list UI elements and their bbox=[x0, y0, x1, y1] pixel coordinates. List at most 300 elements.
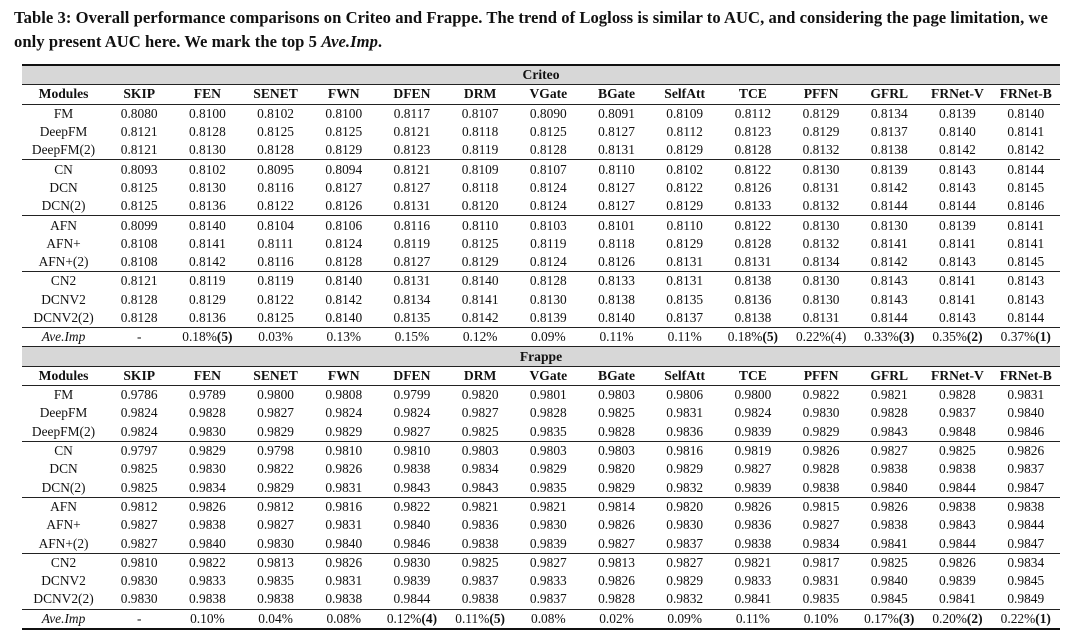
table-cell: 0.8142 bbox=[461, 310, 499, 325]
table-cell: 0.8129 bbox=[461, 254, 499, 270]
table-cell: 0.8110 bbox=[651, 216, 719, 235]
table-cell: 0.8120 bbox=[461, 198, 499, 214]
table-cell: 0.8119 bbox=[241, 272, 309, 291]
table-cell: 0.8110 bbox=[582, 160, 650, 179]
table-row bbox=[22, 309, 1060, 328]
table-cell: 0.8122 bbox=[257, 198, 294, 214]
table-cell: 0.8123 bbox=[393, 142, 431, 158]
table-cell: 0.9831 bbox=[666, 405, 704, 421]
table-cell: 0.9808 bbox=[325, 387, 363, 403]
table-cell: 0.8140 bbox=[310, 272, 378, 291]
table-cell: 0.8107 bbox=[514, 160, 582, 179]
table-cell: 0.8132 bbox=[802, 142, 840, 158]
average-cell bbox=[719, 328, 787, 347]
column-header: FEN bbox=[173, 85, 241, 104]
table-cell: 0.8138 bbox=[719, 272, 787, 291]
table-cell: 0.8144 bbox=[870, 310, 908, 325]
row-label: AFN+(2) bbox=[38, 254, 89, 270]
rank-marker: (5) bbox=[762, 329, 778, 345]
table-row bbox=[22, 272, 1060, 291]
table-cell: 0.8102 bbox=[173, 160, 241, 179]
row-label: AFN+ bbox=[46, 235, 81, 251]
table-cell: 0.8143 bbox=[939, 254, 976, 270]
section-header-row bbox=[22, 347, 1060, 366]
column-header: SelfAtt bbox=[651, 85, 719, 104]
table-cell: 0.8134 bbox=[870, 105, 908, 121]
table-cell: 0.8140 bbox=[325, 310, 363, 325]
table-row bbox=[22, 123, 1060, 141]
rank-marker: (4) bbox=[830, 329, 847, 345]
row-label: AFN+(2) bbox=[38, 535, 89, 551]
table-cell: 0.8125 bbox=[257, 124, 294, 140]
table-cell: 0.8131 bbox=[393, 198, 431, 214]
table-cell: 0.9822 bbox=[802, 387, 840, 403]
table-cell: 0.9828 bbox=[529, 405, 567, 421]
table-cell: 0.8117 bbox=[393, 105, 431, 121]
table-cell: 0.9825 bbox=[120, 461, 158, 477]
table-cell: 0.8129 bbox=[666, 235, 704, 251]
average-cell bbox=[719, 609, 787, 629]
table-cell: 0.8131 bbox=[598, 142, 635, 158]
average-value: 0.18% bbox=[182, 329, 217, 345]
average-value: 0.12% bbox=[386, 610, 422, 626]
table-cell: 0.8140 bbox=[446, 272, 514, 291]
table-cell: 0.9806 bbox=[666, 387, 704, 403]
table-row bbox=[22, 253, 1060, 272]
table-cell: 0.9838 bbox=[461, 535, 499, 551]
table-caption bbox=[14, 6, 1074, 54]
table-cell: 0.9825 bbox=[855, 553, 923, 572]
table-cell: 0.9838 bbox=[188, 517, 226, 533]
table-cell: 0.8143 bbox=[1007, 291, 1045, 307]
table-cell: 0.9800 bbox=[257, 387, 294, 403]
row-label: CN bbox=[22, 441, 105, 460]
table-cell: 0.8130 bbox=[802, 291, 840, 307]
average-value: 0.20% bbox=[932, 610, 967, 626]
table-cell: 0.9834 bbox=[461, 461, 499, 477]
table-cell: 0.9815 bbox=[787, 497, 855, 516]
table-cell: 0.9830 bbox=[802, 405, 840, 421]
table-cell: 0.9820 bbox=[461, 387, 499, 403]
table-cell: 0.8121 bbox=[393, 124, 431, 140]
average-cell bbox=[514, 328, 582, 347]
table-cell: 0.9835 bbox=[529, 479, 567, 495]
table-cell: 0.9813 bbox=[582, 553, 650, 572]
table-cell: 0.9831 bbox=[802, 573, 840, 589]
table-cell: 0.8129 bbox=[666, 142, 704, 158]
average-cell bbox=[446, 328, 514, 347]
table-row bbox=[22, 534, 1060, 553]
table-cell: 0.8141 bbox=[939, 235, 976, 251]
average-cell bbox=[310, 328, 378, 347]
table-cell: 0.9824 bbox=[734, 405, 772, 421]
table-cell: 0.9828 bbox=[939, 387, 976, 403]
table-cell: 0.8124 bbox=[529, 179, 567, 195]
table-cell: 0.8122 bbox=[719, 216, 787, 235]
column-header-row bbox=[22, 366, 1060, 385]
table-cell: 0.8125 bbox=[325, 124, 363, 140]
table-cell: 0.8130 bbox=[787, 272, 855, 291]
table-cell: 0.8101 bbox=[582, 216, 650, 235]
table-cell: 0.9829 bbox=[666, 573, 704, 589]
table-cell: 0.9831 bbox=[325, 479, 363, 495]
average-cell bbox=[378, 609, 446, 629]
table-cell: 0.9827 bbox=[120, 517, 158, 533]
row-label: DeepFM(2) bbox=[31, 142, 96, 158]
table-cell: 0.8143 bbox=[855, 272, 923, 291]
table-cell: 0.8141 bbox=[461, 291, 499, 307]
average-value: 0.22% bbox=[795, 329, 831, 345]
table-cell: 0.8116 bbox=[378, 216, 446, 235]
table-row bbox=[22, 423, 1060, 442]
table-cell: 0.8126 bbox=[325, 198, 363, 214]
table-row bbox=[22, 553, 1060, 572]
rank-marker: (3) bbox=[898, 329, 915, 345]
table-cell: 0.9849 bbox=[1007, 591, 1045, 607]
table-cell: 0.9827 bbox=[257, 405, 294, 421]
table-cell: 0.9841 bbox=[870, 535, 908, 551]
table-cell: 0.9830 bbox=[120, 573, 158, 589]
row-label: Ave.Imp bbox=[22, 609, 105, 629]
table-cell: 0.9833 bbox=[188, 573, 226, 589]
table-cell: 0.8134 bbox=[802, 254, 840, 270]
table-cell: 0.8128 bbox=[120, 310, 158, 325]
average-cell bbox=[514, 609, 582, 629]
table-cell: 0.9832 bbox=[666, 591, 704, 607]
table-cell: 0.9829 bbox=[257, 423, 294, 439]
table-cell: 0.9827 bbox=[514, 553, 582, 572]
table-cell: 0.8127 bbox=[598, 198, 635, 214]
table-cell: 0.8121 bbox=[378, 160, 446, 179]
table-cell: 0.8100 bbox=[325, 105, 363, 121]
column-header: BGate bbox=[582, 85, 650, 104]
table-cell: 0.9827 bbox=[461, 405, 499, 421]
table-cell: 0.8118 bbox=[598, 235, 635, 251]
section-title: Frappe bbox=[22, 347, 1060, 366]
table-cell: 0.8122 bbox=[666, 179, 704, 195]
table-cell: 0.9844 bbox=[393, 591, 431, 607]
table-row bbox=[22, 479, 1060, 498]
row-label: FM bbox=[53, 387, 74, 403]
table-cell: 0.8127 bbox=[393, 254, 431, 270]
rank-marker: (3) bbox=[898, 610, 915, 626]
table-cell: 0.8141 bbox=[923, 272, 991, 291]
average-value: 0.11% bbox=[667, 329, 702, 345]
table-cell: 0.8116 bbox=[257, 254, 294, 270]
row-label: DeepFM bbox=[39, 405, 88, 421]
table-cell: 0.8138 bbox=[598, 291, 635, 307]
row-label: DCN bbox=[49, 179, 78, 195]
table-cell: 0.8124 bbox=[529, 254, 567, 270]
column-header: SENET bbox=[241, 85, 309, 104]
table-cell: 0.9830 bbox=[188, 461, 226, 477]
table-cell: 0.9821 bbox=[870, 387, 908, 403]
row-label: DeepFM bbox=[39, 124, 88, 140]
column-header: VGate bbox=[514, 85, 582, 104]
table-cell: 0.8128 bbox=[120, 291, 158, 307]
table-cell: 0.8090 bbox=[529, 105, 567, 121]
table-cell: 0.9835 bbox=[529, 423, 567, 439]
table-cell: 0.9833 bbox=[734, 573, 772, 589]
table-cell: 0.8131 bbox=[378, 272, 446, 291]
table-cell: 0.8131 bbox=[734, 254, 772, 270]
table-cell: 0.9841 bbox=[734, 591, 772, 607]
table-row bbox=[22, 141, 1060, 160]
table-row bbox=[22, 516, 1060, 534]
table-cell: 0.8135 bbox=[393, 310, 431, 325]
table-cell: 0.9814 bbox=[582, 497, 650, 516]
table-cell: 0.9840 bbox=[870, 479, 908, 495]
rank-marker: (1) bbox=[1035, 610, 1051, 626]
table-cell: 0.8133 bbox=[734, 198, 772, 214]
row-label: AFN+ bbox=[46, 517, 81, 533]
column-header: SKIP bbox=[105, 366, 173, 385]
table-cell: 0.8146 bbox=[1007, 198, 1045, 214]
table-cell: 0.8127 bbox=[393, 179, 431, 195]
average-cell bbox=[855, 609, 923, 629]
table-cell: 0.9838 bbox=[870, 517, 908, 533]
table-cell: 0.8139 bbox=[939, 105, 976, 121]
average-cell bbox=[241, 328, 309, 347]
table-cell: 0.8122 bbox=[257, 291, 294, 307]
row-label: AFN bbox=[22, 497, 105, 516]
table-cell: 0.9797 bbox=[105, 441, 173, 460]
average-value: 0.37% bbox=[1000, 329, 1036, 345]
table-cell: 0.9839 bbox=[529, 535, 567, 551]
table-cell: 0.8131 bbox=[666, 254, 704, 270]
average-value: 0.18% bbox=[727, 329, 763, 345]
table-cell: 0.9829 bbox=[173, 441, 241, 460]
column-header: VGate bbox=[514, 366, 582, 385]
average-cell bbox=[787, 328, 855, 347]
row-label: DCN(2) bbox=[41, 198, 86, 214]
table-cell: 0.9786 bbox=[120, 387, 158, 403]
table-cell: 0.9837 bbox=[666, 535, 704, 551]
table-cell: 0.9813 bbox=[241, 553, 309, 572]
table-cell: 0.8132 bbox=[802, 235, 840, 251]
table-cell: 0.9828 bbox=[802, 461, 840, 477]
table-cell: 0.8119 bbox=[393, 235, 431, 251]
results-table-body bbox=[22, 65, 1060, 629]
column-header: FRNet-B bbox=[992, 366, 1060, 385]
table-cell: 0.8116 bbox=[257, 179, 294, 195]
table-cell: 0.8142 bbox=[939, 142, 976, 158]
average-value: 0.10% bbox=[190, 610, 225, 626]
table-cell: 0.8136 bbox=[188, 198, 226, 214]
table-cell: 0.8143 bbox=[870, 291, 908, 307]
section-title: Criteo bbox=[22, 65, 1060, 85]
average-cell bbox=[855, 328, 923, 347]
table-cell: 0.8123 bbox=[734, 124, 772, 140]
table-cell: 0.8134 bbox=[393, 291, 431, 307]
table-cell: 0.8143 bbox=[939, 310, 976, 325]
table-cell: 0.8102 bbox=[257, 105, 294, 121]
column-header: DFEN bbox=[378, 366, 446, 385]
rank-marker: (5) bbox=[489, 610, 505, 626]
table-cell: 0.9812 bbox=[241, 497, 309, 516]
table-cell: 0.8125 bbox=[461, 235, 499, 251]
table-cell: 0.9810 bbox=[105, 553, 173, 572]
average-value: 0.15% bbox=[394, 329, 430, 345]
table-cell: 0.8145 bbox=[1007, 254, 1045, 270]
table-cell: 0.8139 bbox=[529, 310, 567, 325]
table-cell: 0.8127 bbox=[598, 179, 635, 195]
table-cell: 0.8109 bbox=[666, 105, 704, 121]
average-value: 0.11% bbox=[735, 610, 770, 626]
table-cell: 0.9799 bbox=[393, 387, 431, 403]
table-cell: 0.9816 bbox=[310, 497, 378, 516]
table-cell: 0.8129 bbox=[325, 142, 363, 158]
average-cell bbox=[105, 328, 173, 347]
table-cell: 0.8126 bbox=[598, 254, 635, 270]
column-header: DRM bbox=[446, 85, 514, 104]
table-cell: 0.8129 bbox=[188, 291, 226, 307]
table-cell: 0.9819 bbox=[719, 441, 787, 460]
table-cell: 0.8136 bbox=[734, 291, 772, 307]
rank-marker: (2) bbox=[966, 610, 983, 626]
table-cell: 0.8129 bbox=[802, 105, 840, 121]
table-cell: 0.9825 bbox=[446, 553, 514, 572]
table-row bbox=[22, 441, 1060, 460]
column-header: GFRL bbox=[855, 85, 923, 104]
table-cell: 0.9840 bbox=[393, 517, 431, 533]
table-cell: 0.8144 bbox=[992, 160, 1060, 179]
table-cell: 0.9829 bbox=[529, 461, 567, 477]
table-cell: 0.8080 bbox=[120, 105, 158, 121]
table-cell: 0.9816 bbox=[651, 441, 719, 460]
table-cell: 0.8128 bbox=[734, 235, 772, 251]
average-value: 0.03% bbox=[258, 329, 293, 345]
table-cell: 0.9828 bbox=[188, 405, 226, 421]
table-cell: 0.9837 bbox=[1007, 461, 1045, 477]
table-cell: 0.9830 bbox=[666, 517, 704, 533]
table-cell: 0.8121 bbox=[120, 124, 158, 140]
table-cell: 0.9843 bbox=[870, 423, 908, 439]
table-cell: 0.8128 bbox=[514, 272, 582, 291]
table-cell: 0.9828 bbox=[870, 405, 908, 421]
column-header: SENET bbox=[241, 366, 309, 385]
table-cell: 0.9822 bbox=[378, 497, 446, 516]
table-cell: 0.9829 bbox=[802, 423, 840, 439]
average-cell bbox=[105, 609, 173, 629]
average-value: 0.22% bbox=[1000, 610, 1036, 626]
table-cell: 0.9825 bbox=[120, 479, 158, 495]
table-cell: 0.8128 bbox=[188, 124, 226, 140]
table-cell: 0.8112 bbox=[734, 105, 772, 121]
table-cell: 0.9825 bbox=[923, 441, 991, 460]
table-cell: 0.9827 bbox=[651, 553, 719, 572]
average-cell bbox=[173, 328, 241, 347]
table-cell: 0.9826 bbox=[923, 553, 991, 572]
table-cell: 0.9838 bbox=[461, 591, 499, 607]
row-label: CN2 bbox=[22, 272, 105, 291]
table-cell: 0.8133 bbox=[582, 272, 650, 291]
table-row bbox=[22, 386, 1060, 405]
table-cell: 0.8093 bbox=[105, 160, 173, 179]
column-header: FWN bbox=[310, 85, 378, 104]
table-cell: 0.9833 bbox=[529, 573, 567, 589]
table-cell: 0.9801 bbox=[529, 387, 567, 403]
row-label: DCN bbox=[49, 461, 78, 477]
table-cell: 0.9827 bbox=[855, 441, 923, 460]
table-cell: 0.8142 bbox=[325, 291, 363, 307]
table-cell: 0.8124 bbox=[325, 235, 363, 251]
table-cell: 0.9829 bbox=[257, 479, 294, 495]
table-cell: 0.9838 bbox=[257, 591, 294, 607]
table-cell: 0.9829 bbox=[325, 423, 363, 439]
table-cell: 0.8127 bbox=[598, 124, 635, 140]
table-cell: 0.8121 bbox=[105, 272, 173, 291]
average-cell bbox=[241, 609, 309, 629]
table-cell: 0.8138 bbox=[870, 142, 908, 158]
table-cell: 0.9826 bbox=[325, 461, 363, 477]
average-value: 0.12% bbox=[462, 329, 498, 345]
average-value: - bbox=[136, 329, 142, 345]
table-cell: 0.8144 bbox=[939, 198, 976, 214]
column-header: FEN bbox=[173, 366, 241, 385]
table-row bbox=[22, 497, 1060, 516]
table-cell: 0.9843 bbox=[461, 479, 499, 495]
table-cell: 0.8141 bbox=[870, 235, 908, 251]
table-cell: 0.9830 bbox=[378, 553, 446, 572]
table-cell: 0.8141 bbox=[1007, 235, 1045, 251]
table-cell: 0.9835 bbox=[257, 573, 294, 589]
average-cell bbox=[582, 609, 650, 629]
table-row bbox=[22, 104, 1060, 123]
average-value: 0.33% bbox=[864, 329, 899, 345]
table-cell: 0.9839 bbox=[734, 479, 772, 495]
table-cell: 0.9820 bbox=[651, 497, 719, 516]
table-cell: 0.8140 bbox=[939, 124, 976, 140]
table-cell: 0.8125 bbox=[120, 179, 158, 195]
rank-marker: (5) bbox=[216, 329, 233, 345]
table-cell: 0.8141 bbox=[1007, 124, 1045, 140]
table-cell: 0.9832 bbox=[666, 479, 704, 495]
table-cell: 0.9827 bbox=[734, 461, 772, 477]
table-cell: 0.9820 bbox=[598, 461, 635, 477]
average-value: 0.08% bbox=[531, 610, 566, 626]
table-cell: 0.8129 bbox=[666, 198, 704, 214]
table-cell: 0.9837 bbox=[939, 405, 976, 421]
table-cell: 0.8091 bbox=[598, 105, 635, 121]
table-cell: 0.8140 bbox=[1007, 105, 1045, 121]
table-cell: 0.8140 bbox=[173, 216, 241, 235]
column-header: FWN bbox=[310, 366, 378, 385]
column-header: TCE bbox=[719, 366, 787, 385]
table-cell: 0.9798 bbox=[241, 441, 309, 460]
table-cell: 0.8130 bbox=[188, 179, 226, 195]
rank-marker: (4) bbox=[421, 610, 438, 626]
table-cell: 0.9825 bbox=[598, 405, 635, 421]
column-header: DFEN bbox=[378, 85, 446, 104]
table-cell: 0.9834 bbox=[188, 479, 226, 495]
table-cell: 0.9822 bbox=[173, 553, 241, 572]
table-cell: 0.8121 bbox=[120, 142, 158, 158]
table-cell: 0.9826 bbox=[173, 497, 241, 516]
column-header: Modules bbox=[22, 85, 105, 104]
table-cell: 0.8119 bbox=[461, 142, 499, 158]
table-cell: 0.9838 bbox=[188, 591, 226, 607]
table-cell: 0.8125 bbox=[120, 198, 158, 214]
column-header: SKIP bbox=[105, 85, 173, 104]
average-improvement-row bbox=[22, 609, 1060, 629]
table-cell: 0.8143 bbox=[923, 160, 991, 179]
column-header: TCE bbox=[719, 85, 787, 104]
average-cell bbox=[923, 609, 991, 629]
table-cell: 0.8130 bbox=[855, 216, 923, 235]
table-cell: 0.8118 bbox=[461, 124, 499, 140]
table-cell: 0.9843 bbox=[393, 479, 431, 495]
